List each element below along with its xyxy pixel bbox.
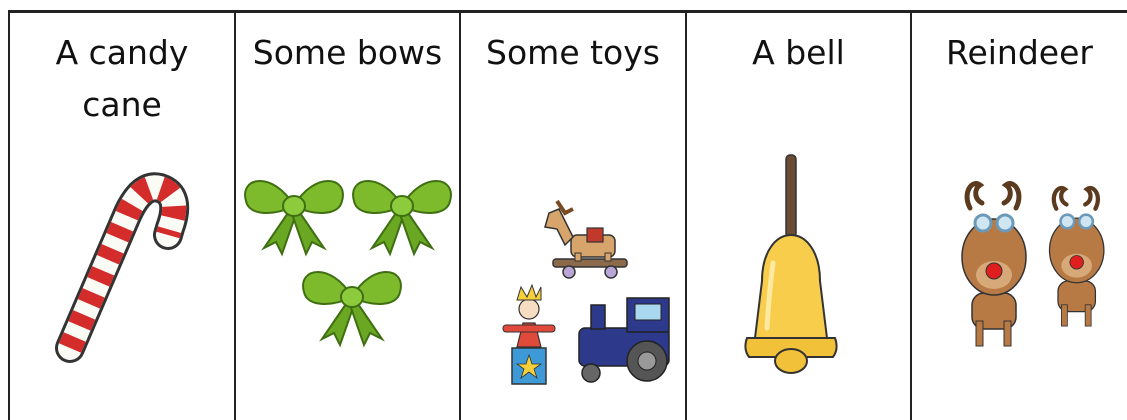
cell-candy-cane — [8, 13, 234, 420]
toy-train-icon — [579, 298, 669, 382]
cell-bows — [234, 13, 459, 420]
cell-reindeer — [910, 13, 1127, 420]
cell-toys — [459, 13, 685, 420]
cell-label-bows: Some bows — [252, 33, 443, 72]
toys-icon — [461, 13, 687, 420]
reindeer-icon — [912, 13, 1127, 420]
candy-cane-icon — [10, 13, 236, 420]
bow-icon — [236, 13, 461, 420]
cell-bell — [685, 13, 910, 420]
rocking-horse-icon — [545, 201, 627, 278]
jack-in-the-box-icon — [503, 285, 555, 384]
bell-icon — [687, 13, 912, 420]
cell-label-candy-cane: A candy cane — [55, 33, 189, 124]
cell-label-bell: A bell — [752, 33, 845, 72]
cell-label-toys: Some toys — [486, 33, 660, 72]
cell-label-reindeer: Reindeer — [946, 33, 1093, 72]
items-table — [8, 10, 1127, 420]
